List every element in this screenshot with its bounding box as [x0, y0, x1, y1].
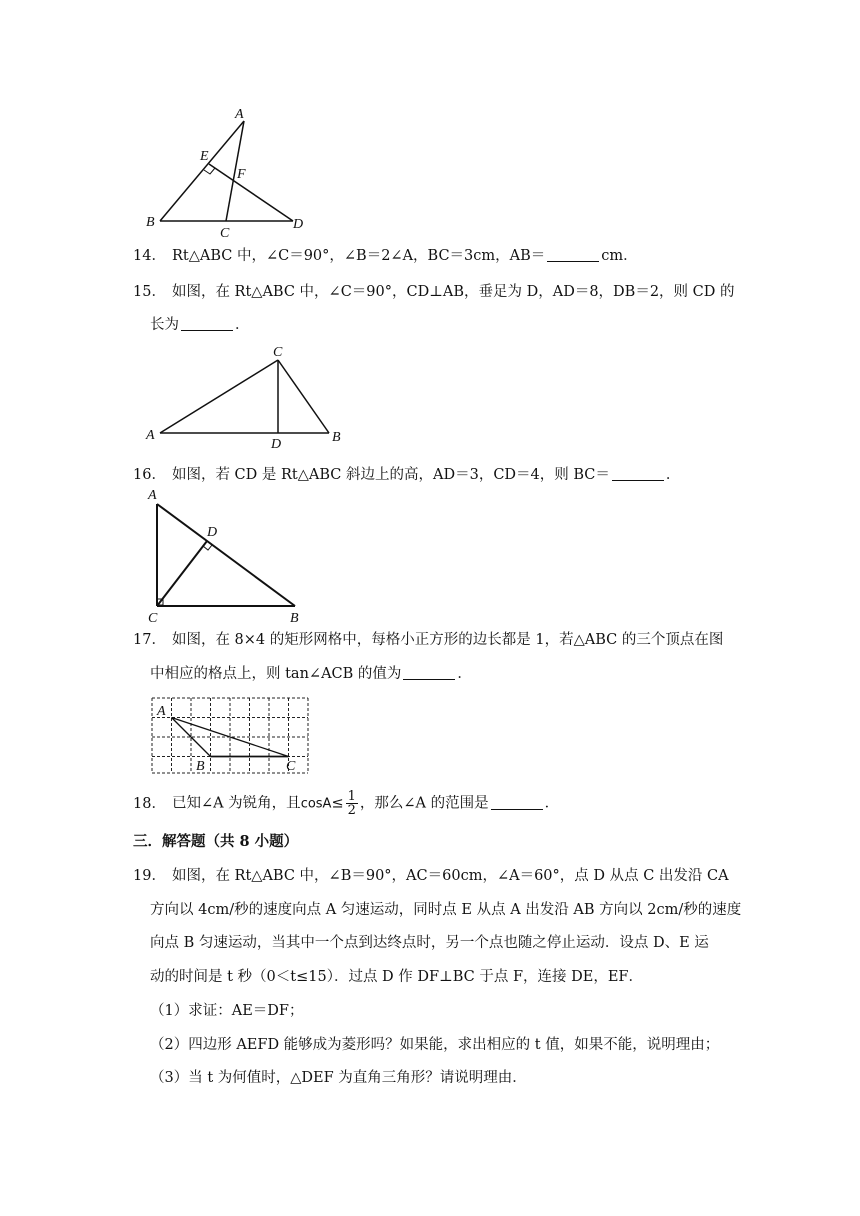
label-c: C — [273, 345, 283, 360]
question-number: 16． — [133, 467, 166, 483]
question-19-sub3: （3）当 t 为何值时，△DEF 为直角三角形？请说明理由． — [150, 1070, 527, 1086]
question-19-sub1: （1）求证：AE＝DF； — [150, 1003, 304, 1019]
unit-text: cm． — [601, 248, 638, 264]
question-number: 15． — [133, 284, 166, 300]
label-f: F — [237, 167, 246, 182]
fraction-denominator: 2 — [347, 803, 356, 818]
label-b: B — [290, 611, 299, 626]
label-b: B — [146, 215, 155, 230]
label-a: A — [157, 704, 166, 719]
question-17 — [133, 630, 723, 650]
end-punct: ． — [457, 666, 472, 682]
label-a: A — [146, 428, 155, 443]
question-19-line4: 动的时间是 t 秒（0＜t≤15）．过点 D 作 DF⊥BC 于点 F，连接 DE，EF． — [150, 969, 643, 985]
label-a: A — [235, 107, 244, 122]
figure-q13 — [140, 104, 320, 239]
question-19 — [133, 866, 729, 886]
label-e: E — [200, 149, 209, 164]
label-b: B — [332, 430, 341, 445]
segment-cb — [278, 360, 329, 433]
question-text: 长为 — [150, 317, 179, 333]
question-text: 已知∠A 为锐角，且 — [171, 795, 301, 812]
question-19-sub2: （2）四边形 AEFD 能够成为菱形吗？如果能，求出相应的 t 值，如果不能，说明理由； — [150, 1037, 720, 1053]
answer-blank[interactable] — [547, 247, 599, 262]
question-text: 中相应的格点上，则 tan∠ACB 的值为 — [150, 666, 402, 682]
grid-lines — [152, 698, 308, 773]
figure-q17 — [148, 694, 312, 778]
question-number: 17． — [133, 632, 166, 648]
label-c: C — [220, 226, 230, 239]
question-17-line2 — [150, 664, 472, 684]
label-d: D — [271, 437, 282, 452]
question-15 — [133, 282, 735, 302]
label-b: B — [196, 759, 205, 774]
answer-blank[interactable] — [612, 466, 664, 481]
segment-ab — [157, 504, 295, 606]
end-punct: ． — [665, 467, 681, 483]
end-punct: ． — [544, 795, 560, 812]
question-text: 如图，在 8×4 的矩形网格中，每格小正方形的边长都是 1，若△ABC 的三个顶点在图 — [171, 632, 724, 648]
question-14 — [133, 246, 638, 266]
question-text: 如图，在 Rt△ABC 中，∠C＝90°，CD⊥AB，垂足为 D，AD＝8，DB＝2，则 CD 的 — [171, 284, 735, 300]
figure-q15 — [140, 340, 360, 452]
question-16 — [133, 465, 680, 485]
label-d: D — [207, 525, 218, 540]
question-number: 19． — [133, 868, 166, 884]
segment-ac — [160, 360, 278, 433]
question-19-line2: 方向以 4cm/秒的速度向点 A 匀速运动，同时点 E 从点 A 出发沿 AB 方向以 2cm/秒的速度 — [150, 902, 742, 918]
segment-ba — [160, 121, 244, 221]
question-number: 18． — [133, 795, 166, 812]
question-15-line2 — [150, 315, 250, 335]
question-19-line3: 向点 B 匀速运动，当其中一个点到达终点时，另一个点也随之停止运动．设点 D、E 运 — [150, 935, 709, 951]
label-c: C — [286, 759, 296, 774]
question-text: Rt△ABC 中，∠C＝90°，∠B＝2∠A，BC＝3cm，AB＝ — [171, 248, 546, 264]
answer-blank[interactable] — [403, 665, 455, 680]
fraction-numerator: 1 — [347, 789, 356, 804]
label-d: D — [293, 217, 304, 232]
label-c: C — [148, 611, 158, 626]
label-a: A — [148, 488, 157, 503]
figure-q16 — [140, 484, 310, 626]
question-18 — [133, 790, 559, 817]
question-number: 14． — [133, 248, 166, 264]
question-text: 如图，若 CD 是 Rt△ABC 斜边上的高，AD＝3，CD＝4，则 BC＝ — [171, 467, 610, 483]
question-text-post: ，那么∠A 的范围是 — [359, 795, 489, 812]
segment-ed — [209, 164, 293, 221]
right-angle-mark — [204, 168, 215, 174]
less-equal-sign: ≤ — [331, 795, 344, 812]
answer-blank[interactable] — [491, 795, 543, 810]
segment-cd — [157, 541, 207, 606]
fraction-one-half — [346, 790, 358, 817]
section-heading: 三．解答题（共 8 小题） — [133, 833, 299, 850]
question-text: 如图，在 Rt△ABC 中，∠B＝90°，AC＝60cm，∠A＝60°，点 D 从点 C 出发沿 CA — [171, 868, 729, 884]
answer-blank[interactable] — [181, 316, 233, 331]
end-punct: ． — [235, 317, 250, 333]
cos-a: cosA — [300, 796, 332, 812]
